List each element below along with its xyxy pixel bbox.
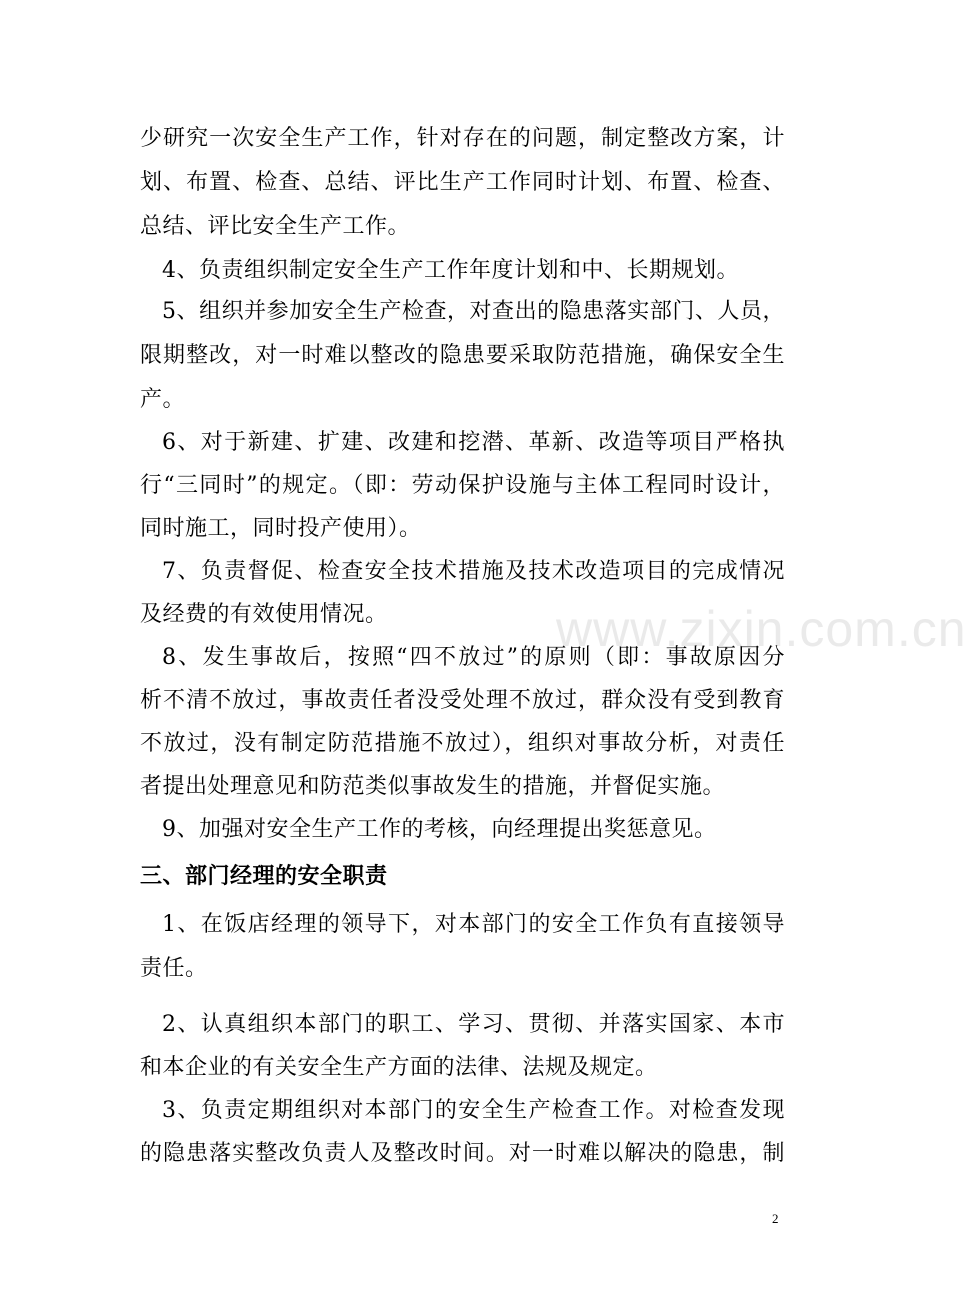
text-line: 7、负责督促、检查安全技术措施及技术改造项目的完成情况 <box>162 559 785 584</box>
text-line: 8、发生事故后，按照“四不放过”的原则（即：事故原因分 <box>162 645 785 670</box>
page-number: 2 <box>772 1211 779 1226</box>
text-line: 划、布置、检查、总结、评比生产工作同时计划、布置、检查、 <box>140 170 785 195</box>
text-line: 3、负责定期组织对本部门的安全生产检查工作。对检查发现 <box>162 1098 785 1123</box>
text-line: 析不清不放过，事故责任者没受处理不放过，群众没有受到教育 <box>140 688 785 713</box>
text-line: 4、负责组织制定安全生产工作年度计划和中、长期规划。 <box>162 258 739 283</box>
text-line: 1、在饭店经理的领导下，对本部门的安全工作负有直接领导 <box>162 912 785 937</box>
text-line: 6、对于新建、扩建、改建和挖潜、革新、改造等项目严格执 <box>162 430 785 455</box>
text-line: 总结、评比安全生产工作。 <box>140 214 411 239</box>
text-line: 产。 <box>140 387 186 412</box>
text-line: 5、组织并参加安全生产检查，对查出的隐患落实部门、人员， <box>162 299 785 324</box>
text-line: 者提出处理意见和防范类似事故发生的措施，并督促实施。 <box>140 774 726 799</box>
text-line: 不放过，没有制定防范措施不放过），组织对事故分析，对责任 <box>140 731 785 756</box>
text-line: 行“三同时”的规定。（即：劳动保护设施与主体工程同时设计， <box>140 473 785 498</box>
text-line: 少研究一次安全生产工作，针对存在的问题，制定整改方案，计 <box>140 126 785 151</box>
section-heading: 三、部门经理的安全职责 <box>140 863 388 889</box>
text-line: 和本企业的有关安全生产方面的法律、法规及规定。 <box>140 1055 658 1080</box>
text-line: 责任。 <box>140 956 208 981</box>
text-line: 的隐患落实整改负责人及整改时间。对一时难以解决的隐患，制 <box>140 1141 785 1166</box>
watermark: www.zixin.com.cn <box>556 601 967 657</box>
text-line: 9、加强对安全生产工作的考核，向经理提出奖惩意见。 <box>162 817 717 842</box>
text-line: 及经费的有效使用情况。 <box>140 602 388 627</box>
text-line: 2、认真组织本部门的职工、学习、贯彻、并落实国家、本市 <box>162 1012 785 1037</box>
text-line: 限期整改，对一时难以整改的隐患要采取防范措施，确保安全生 <box>140 343 785 368</box>
text-line: 同时施工，同时投产使用）。 <box>140 516 422 541</box>
